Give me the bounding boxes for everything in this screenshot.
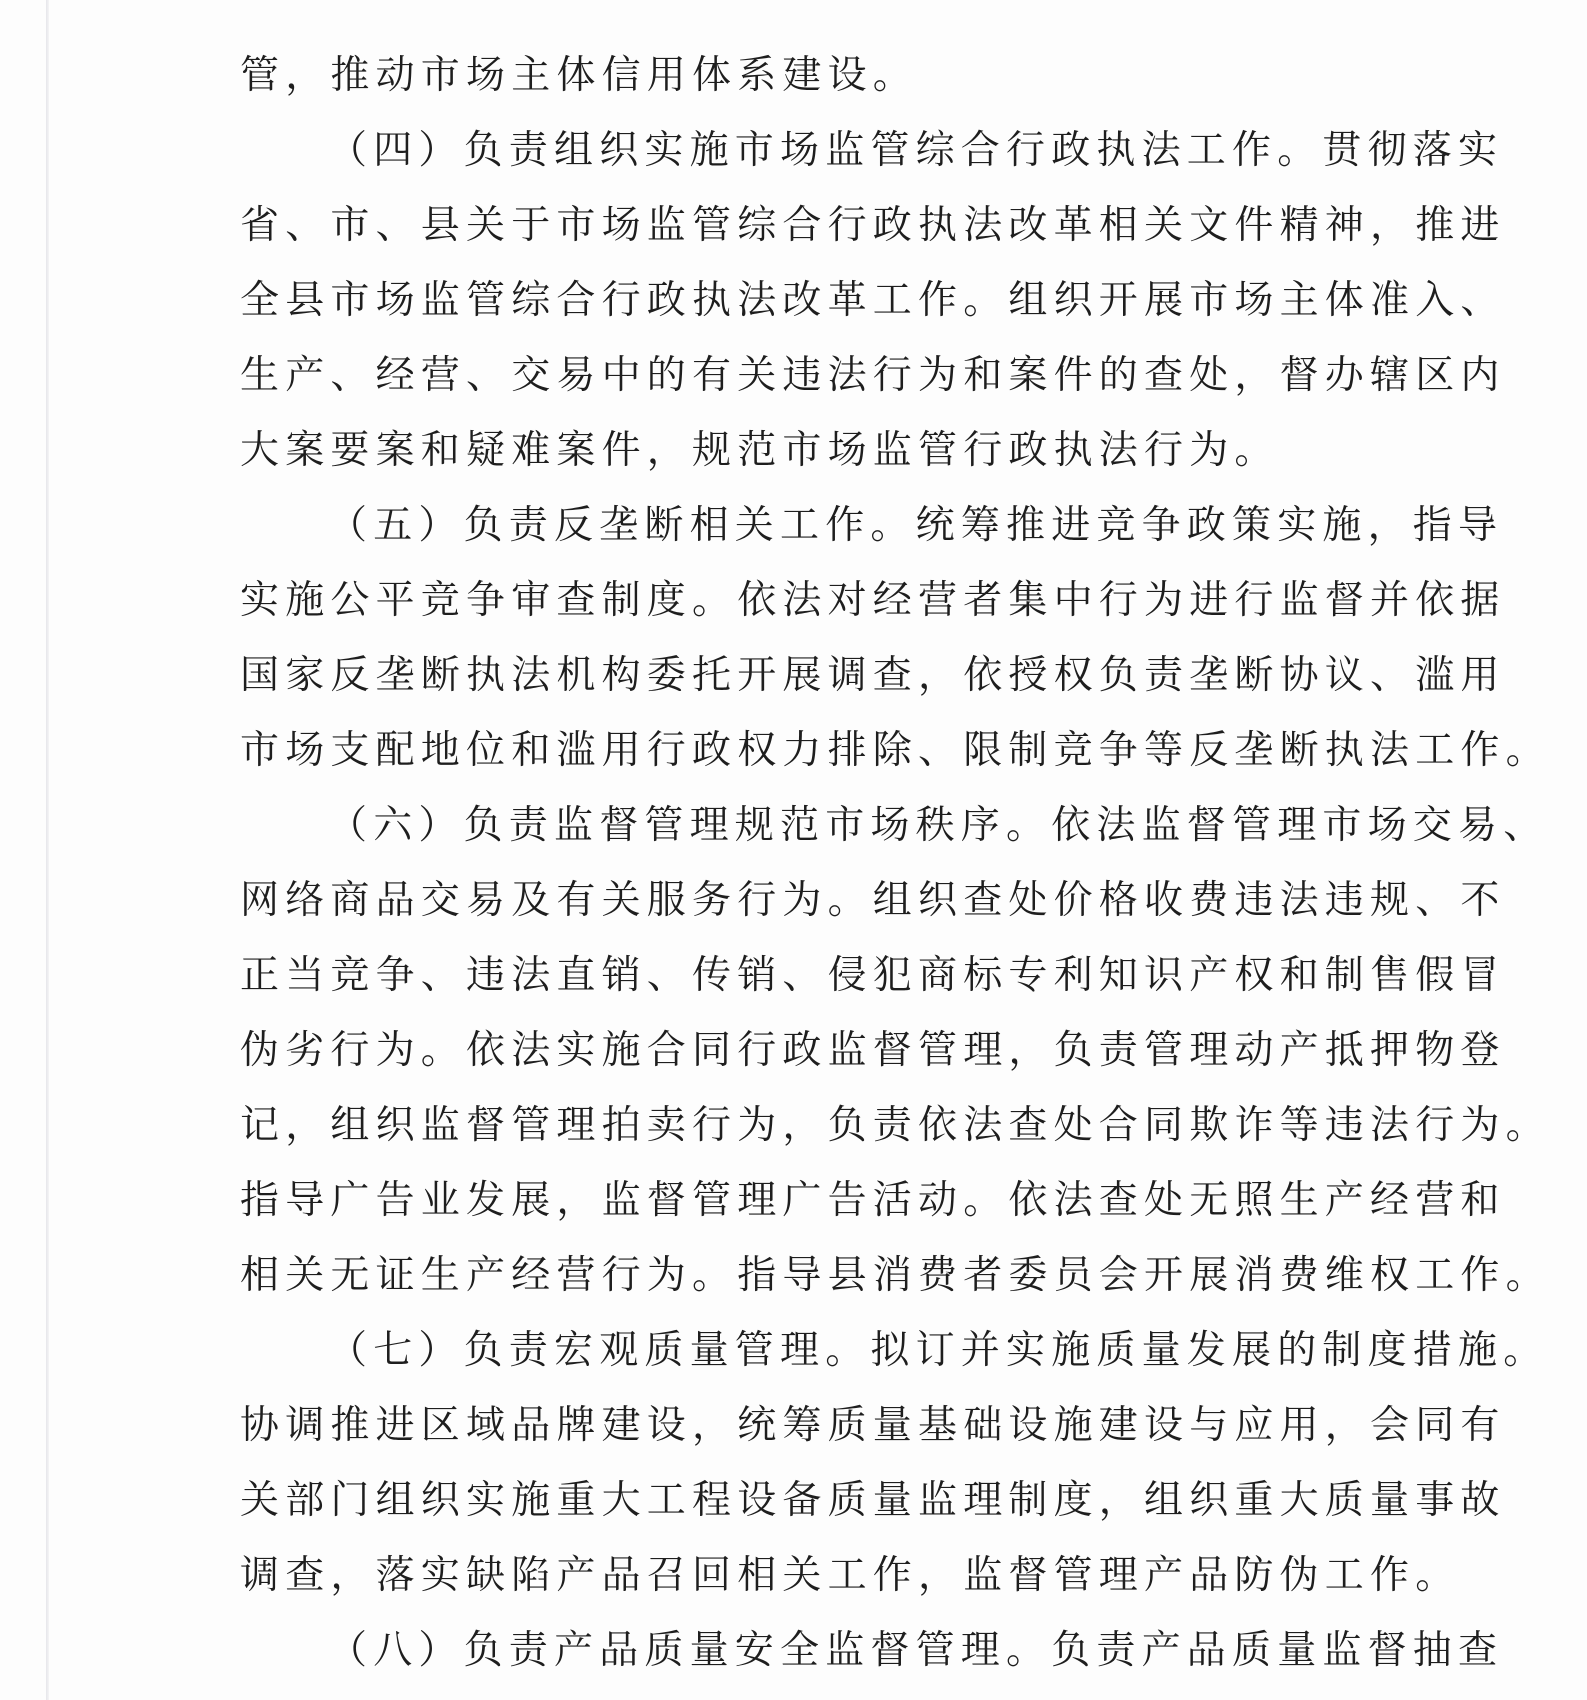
text-line: 调查，落实缺陷产品召回相关工作，监督管理产品防伪工作。 [240, 1553, 1461, 1598]
paragraph-first-line: （四）负责组织实施市场监管综合行政执法工作。贯彻落实 [328, 128, 1504, 173]
text-line: 记，组织监督管理拍卖行为，负责依法查处合同欺诈等违法行为。 [240, 1103, 1551, 1148]
text-line: 省、市、县关于市场监管综合行政执法改革相关文件精神，推进 [240, 203, 1506, 248]
text-line: 生产、经营、交易中的有关违法行为和案件的查处，督办辖区内 [240, 353, 1506, 398]
text-line: 市场支配地位和滥用行政权力排除、限制竞争等反垄断执法工作。 [240, 728, 1551, 773]
document-body [240, 38, 1551, 1688]
text-line: 伪劣行为。依法实施合同行政监督管理，负责管理动产抵押物登 [240, 1028, 1506, 1073]
text-line: 正当竞争、违法直销、传销、侵犯商标专利知识产权和制售假冒 [240, 953, 1506, 998]
text-line: 关部门组织实施重大工程设备质量监理制度，组织重大质量事故 [240, 1478, 1506, 1523]
text-line: 国家反垄断执法机构委托开展调查，依授权负责垄断协议、滥用 [240, 653, 1506, 698]
paragraph-first-line: （六）负责监督管理规范市场秩序。依法监督管理市场交易、 [328, 803, 1549, 848]
paragraph-first-line: （八）负责产品质量安全监督管理。负责产品质量监督抽查 [328, 1628, 1504, 1673]
paragraph-first-line: （七）负责宏观质量管理。拟订并实施质量发展的制度措施。 [328, 1328, 1549, 1373]
text-line: 相关无证生产经营行为。指导县消费者委员会开展消费维权工作。 [240, 1253, 1551, 1298]
text-line: 全县市场监管综合行政执法改革工作。组织开展市场主体准入、 [240, 278, 1506, 323]
text-line: 实施公平竞争审查制度。依法对经营者集中行为进行监督并依据 [240, 578, 1506, 623]
text-line: 管，推动市场主体信用体系建设。 [240, 53, 919, 98]
text-line: 网络商品交易及有关服务行为。组织查处价格收费违法违规、不 [240, 878, 1506, 923]
text-line: 协调推进区域品牌建设，统筹质量基础设施建设与应用，会同有 [240, 1403, 1506, 1448]
scan-edge-shadow [46, 0, 49, 1700]
text-line: 大案要案和疑难案件，规范市场监管行政执法行为。 [240, 428, 1280, 473]
text-line: 指导广告业发展，监督管理广告活动。依法查处无照生产经营和 [240, 1178, 1506, 1223]
paragraph-first-line: （五）负责反垄断相关工作。统筹推进竞争政策实施，指导 [328, 503, 1504, 548]
